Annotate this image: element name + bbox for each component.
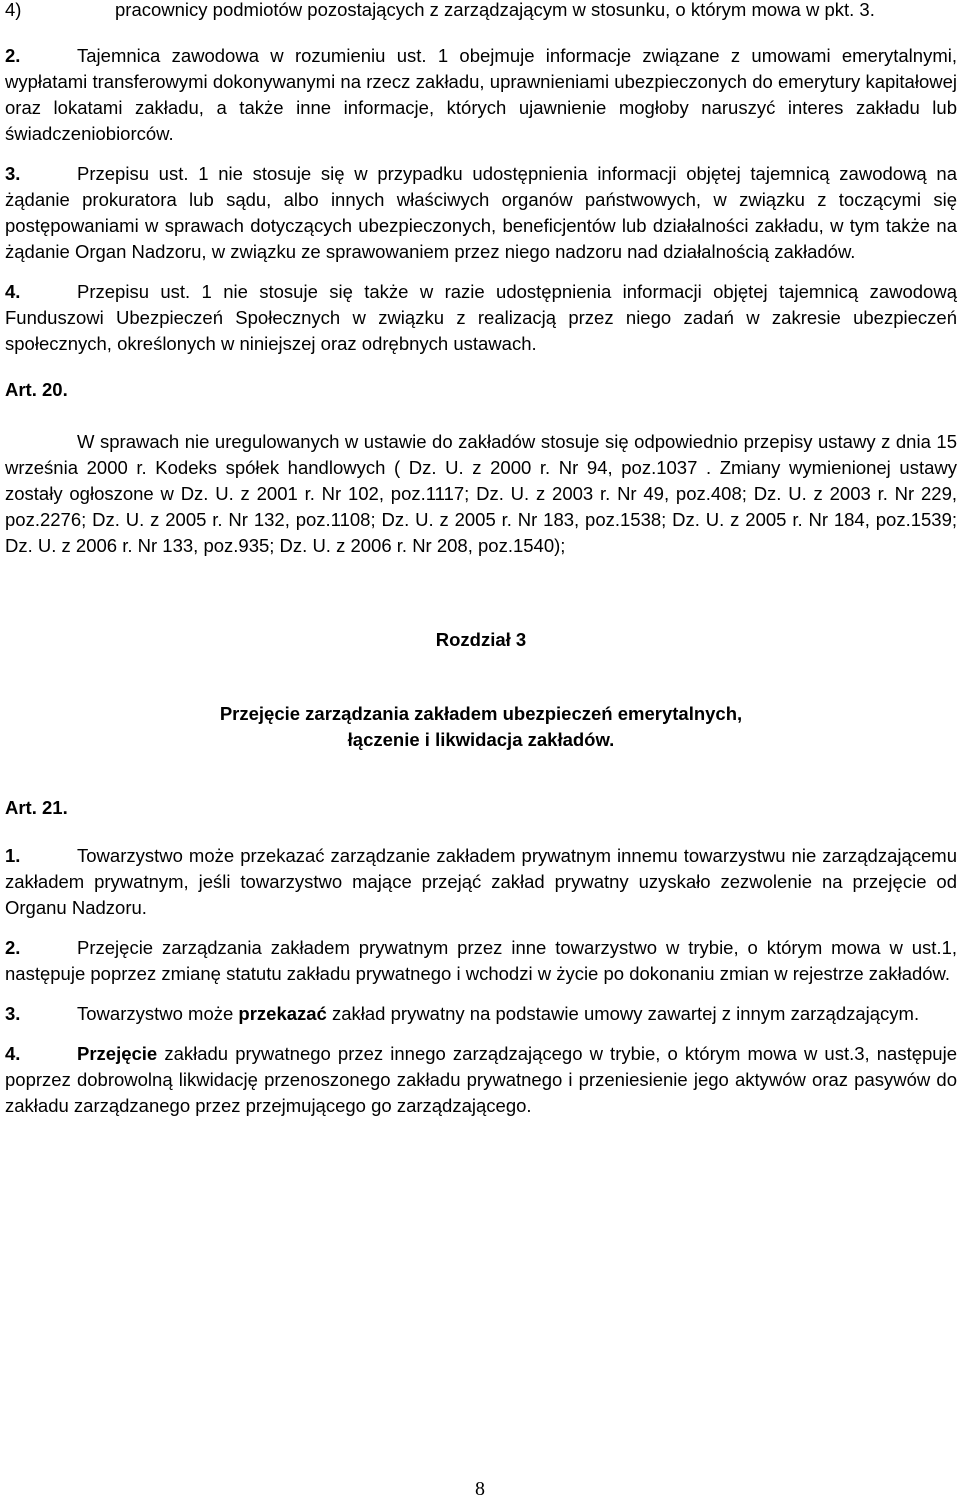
paragraph-number: 1. xyxy=(5,845,21,866)
article-21-paragraph-2 xyxy=(5,935,957,987)
list-item-text: pracownicy podmiotów pozostających z zarządzającym w stosunku, o którym mowa w pkt. 3. xyxy=(115,0,875,20)
paragraph-number: 2. xyxy=(5,45,21,66)
paragraph-number: 2. xyxy=(5,937,21,958)
paragraph-text: Towarzystwo może przekazać zarządzanie zakładem prywatnym innemu towarzystwu nie zarządzającemu zakładem prywatnym, jeśli towarzystwo mające przejąć zakład prywatny uzyskało zezwolenie na przejęcie od Organu Nadzoru. xyxy=(5,845,957,918)
document-page xyxy=(5,0,957,1119)
paragraph-number: 3. xyxy=(5,163,21,184)
chapter-subtitle-line-1: Przejęcie zarządzania zakładem ubezpieczeń emerytalnych, xyxy=(219,703,743,724)
paragraph-number: 4. xyxy=(5,281,21,302)
page-number: 8 xyxy=(475,1478,485,1500)
paragraph-4 xyxy=(5,279,957,357)
paragraph-2 xyxy=(5,43,957,147)
article-20-text xyxy=(5,429,957,559)
list-item-number: 4) xyxy=(5,0,22,20)
paragraph-text-before: Towarzystwo może xyxy=(77,1003,239,1024)
paragraph-text-after: zakładu prywatnego przez innego zarządzającego w trybie, o którym mowa w ust.3, następuje poprzez dobrowolną likwidację przenoszonego zakładu prywatnego i przeniesienie jego aktywów oraz pasywów do zakładu zarządzanego przez przejmującego go zarządzającego. xyxy=(5,1043,957,1116)
chapter-title: Rozdział 3 xyxy=(435,629,527,650)
paragraph-text-after: zakład prywatny na podstawie umowy zawartej z innym zarządzającym. xyxy=(326,1003,920,1024)
paragraph-text: Przepisu ust. 1 nie stosuje się w przypadku udostępnienia informacji objętej tajemnicą zawodową na żądanie prokuratora lub sądu, albo innych właściwych organów państwowych, w związku z toczącymi się postępowaniami w sprawach dotyczących ubezpieczonych, beneficjentów lub działalności zakładu, w tym także na żądanie Organ Nadzoru, w związku ze sprawowaniem przez niego nadzoru nad działalnością zakładów. xyxy=(5,163,957,262)
paragraph-number: 3. xyxy=(5,1003,21,1024)
paragraph-text: Tajemnica zawodowa w rozumieniu ust. 1 obejmuje informacje związane z umowami emerytalnymi, wypłatami transferowymi dokonywanymi na rzecz zakładu, uprawnieniami ubezpieczonych do emerytury kapitałowej oraz lokatami zakładu, a także inne informacje, których ujawnienie mogłoby naruszyć interes zakładu lub świadczeniobiorców. xyxy=(5,45,957,144)
paragraph-text-bold: Przejęcie xyxy=(77,1043,158,1064)
paragraph-number: 4. xyxy=(5,1043,21,1064)
chapter-subtitle-line-2: łączenie i likwidacja zakładów. xyxy=(347,729,615,750)
list-item-4 xyxy=(5,0,957,23)
article-21-paragraph-3 xyxy=(5,1001,957,1027)
paragraph-text: W sprawach nie uregulowanych w ustawie do zakładów stosuje się odpowiednio przepisy ustawy z dnia 15 września 2000 r. Kodeks spółek handlowych ( Dz. U. z 2000 r. Nr 94, poz.1037 . Zmiany wymienionej ustawy zostały ogłoszone w Dz. U. z 2001 r. Nr 102, poz.1117; Dz. U. z 2003 r. Nr 49, poz.408; Dz. U. z 2003 r. Nr 229, poz.2276; Dz. U. z 2005 r. Nr 132, poz.1108; Dz. U. z 2005 r. Nr 183, poz.1538; Dz. U. z 2005 r. Nr 184, poz.1539; Dz. U. z 2006 r. Nr 133, poz.935; Dz. U. z 2006 r. Nr 208, poz.1540); xyxy=(5,431,957,556)
article-21-title: Art. 21. xyxy=(5,797,68,818)
paragraph-text-bold: przekazać xyxy=(238,1003,327,1024)
paragraph-text: Przepisu ust. 1 nie stosuje się także w razie udostępnienia informacji objętej tajemnicą zawodową Funduszowi Ubezpieczeń Społecznych w związku z realizacją przez niego zadań w zakresie ubezpieczeń społecznych, określonych w niniejszej oraz odrębnych ustawach. xyxy=(5,281,957,354)
article-21-paragraph-4 xyxy=(5,1041,957,1119)
paragraph-3 xyxy=(5,161,957,265)
article-21-paragraph-1 xyxy=(5,843,957,921)
article-20-title: Art. 20. xyxy=(5,379,68,400)
paragraph-text: Przejęcie zarządzania zakładem prywatnym przez inne towarzystwo w trybie, o którym mowa w ust.1, następuje poprzez zmianę statutu zakładu prywatnego i wchodzi w życie po dokonaniu zmian w rejestrze zakładów. xyxy=(5,937,957,984)
